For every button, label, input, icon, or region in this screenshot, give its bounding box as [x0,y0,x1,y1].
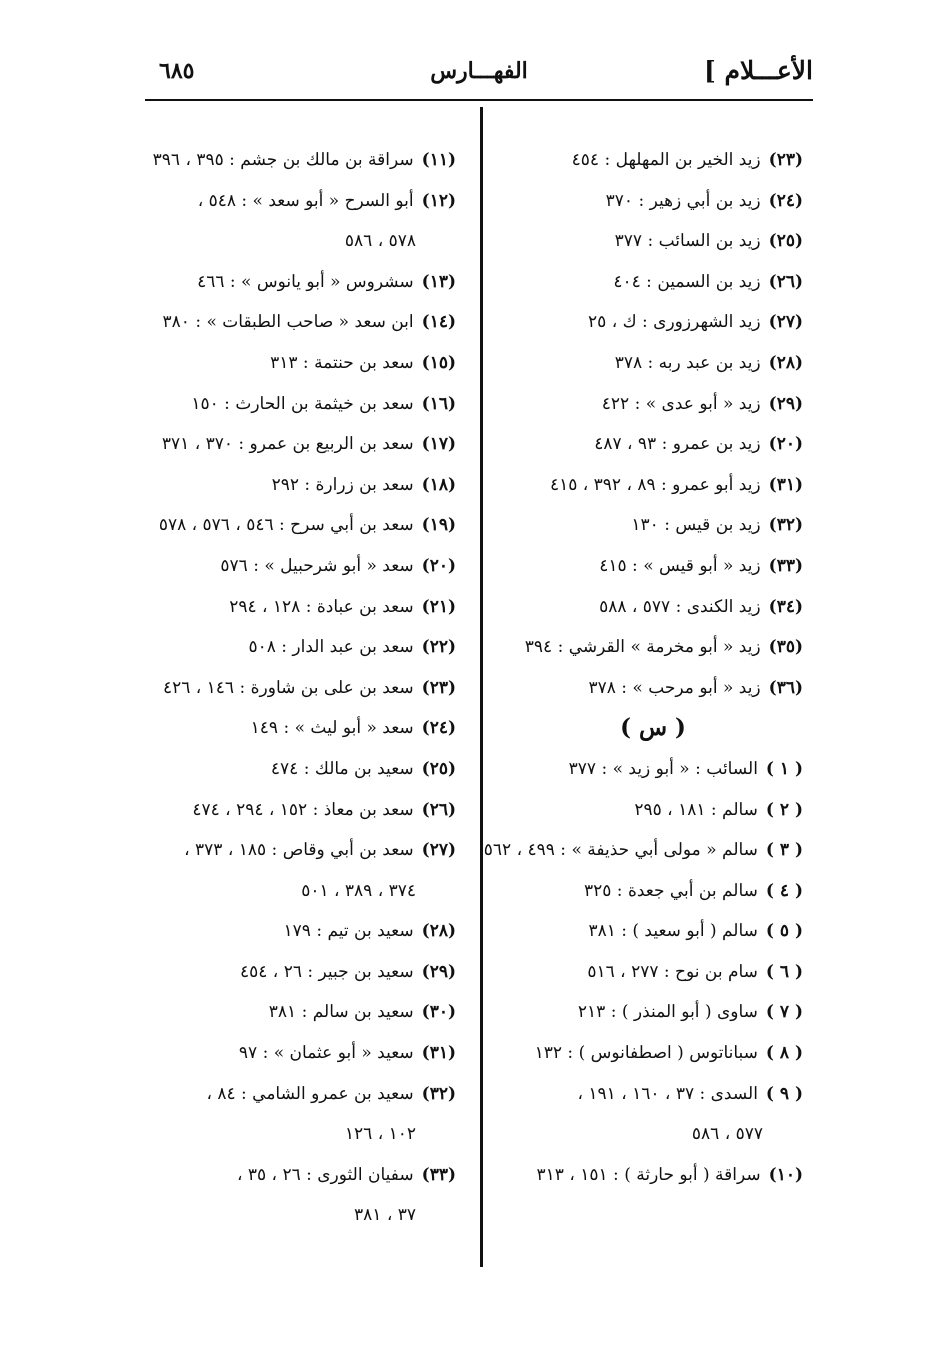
index-entry [126,1033,456,1074]
index-entry-continuation: ١٠٢ ، ١٢٦ [344,1124,416,1145]
index-entry-continuation: ٣٧٤ ، ٣٨٩ ، ٥٠١ [301,880,416,901]
index-entry [503,911,803,952]
entry-number: (٢٥) [421,758,456,779]
entry-text: سالم « مولى أبي حذيفة » : ٤٩٩ ، ٥٦٢ [483,840,758,861]
index-entry [126,140,456,181]
index-entry-continuation: ٣٧ ، ٣٨١ [354,1205,416,1226]
index-entry [503,627,803,668]
entry-number: (٢٧) [768,312,803,333]
index-entry [503,181,803,222]
index-entry [503,992,803,1033]
entry-number: (٢٥) [768,231,803,252]
entry-text: سراقة ( أبو حارثة ) : ١٥١ ، ٣١٣ [536,1164,761,1185]
index-entry [503,140,803,181]
index-entry [503,871,803,912]
left-column [126,140,456,1236]
entry-text: سعيد بن تيم : ١٧٩ [283,921,414,942]
entry-number: ( ٨ ) [765,1043,803,1064]
entry-text: زيد بن عبد ربه : ٣٧٨ [614,352,761,373]
entry-text: سفيان الثورى : ٢٦ ، ٣٥ ، [237,1164,414,1185]
entry-text: سالم ( أبو سعيد ) : ٣٨١ [588,921,758,942]
index-entry [483,830,803,871]
index-entry [126,587,456,628]
entry-text: سعد بن خيثمة بن الحارث : ١٥٠ [191,393,414,414]
index-entry [503,749,803,790]
index-entry [503,465,803,506]
running-title: الفهـــارس [430,58,528,84]
page-header [145,52,813,98]
entry-number: (١٨) [421,474,456,495]
entry-number: ( ٢ ) [765,799,803,820]
index-entry [126,384,456,425]
entry-text: زيد « أبو عدى » : ٤٢٢ [601,393,761,414]
entry-number: (٢٠) [768,434,803,455]
column-divider [480,107,483,1267]
index-entry [503,668,803,709]
index-entry [126,465,456,506]
entry-text: سعد بن أبي سرح : ٥٤٦ ، ٥٧٦ ، ٥٧٨ [158,515,414,536]
index-entry [503,302,803,343]
entry-text: زيد بن قيس : ١٣٠ [631,515,761,536]
index-entry [503,343,803,384]
index-entry-continuation: ٥٧٨ ، ٥٨٦ [344,231,416,252]
entry-number: (١٣) [421,271,456,292]
entry-text: سعيد بن عمرو الشامي : ٨٤ ، [206,1083,414,1104]
entry-text: سعيد بن سالم : ٣٨١ [268,1002,414,1023]
index-entry [126,668,456,709]
index-entry [503,587,803,628]
letter-subheading: ( س ) [620,714,686,742]
entry-number: (٢٨) [768,352,803,373]
entry-text: سعد بن أبي وقاص : ١٨٥ ، ٣٧٣ ، [184,840,414,861]
entry-number: (٢٤) [421,718,456,739]
entry-number: (١٩) [421,515,456,536]
entry-text: سعد « أبو شرحبيل » : ٥٧٦ [220,555,414,576]
index-entry [126,708,456,749]
index-entry [126,952,456,993]
index-entry [503,952,803,993]
entry-text: زيد أبو عمرو : ٨٩ ، ٣٩٢ ، ٤١٥ [549,474,761,495]
index-entry [126,1155,456,1196]
entry-number: (٣٠) [421,1002,456,1023]
entry-text: سعيد « أبو عثمان » : ٩٧ [238,1043,414,1064]
index-entry [126,627,456,668]
entry-text: سعد بن معاذ : ١٥٢ ، ٢٩٤ ، ٤٧٤ [192,799,414,820]
entry-number: (٣٢) [768,515,803,536]
entry-number: (١١) [421,150,456,170]
entry-number: (١٤) [421,312,456,333]
entry-number: (١٥) [421,352,456,373]
index-entry-continuation: ٥٧٧ ، ٥٨٦ [691,1124,763,1145]
entry-number: (٢٠) [421,555,456,576]
section-title: الأعـــلام ] [703,56,813,85]
index-entry [503,262,803,303]
entry-text: ابن سعد « صاحب الطبقات » : ٣٨٠ [162,312,414,333]
index-entry [126,749,456,790]
entry-number: (٣٥) [768,637,803,658]
entry-text: سباناتوس ( اصطفانوس ) : ١٣٢ [534,1043,758,1064]
index-entry [503,384,803,425]
entry-text: زيد بن السمين : ٤٠٤ [613,271,761,292]
entry-text: سالم بن أبي جعدة : ٣٢٥ [584,880,758,901]
entry-number: (٢٢) [421,637,456,658]
entry-number: ( ٥ ) [765,921,803,942]
entry-number: ( ٦ ) [765,961,803,982]
entry-text: سعد بن على بن شاورة : ١٤٦ ، ٤٢٦ [162,677,414,698]
entry-text: سعد بن عبادة : ١٢٨ ، ٢٩٤ [229,596,414,617]
entry-number: (٣١) [768,474,803,495]
index-entry [126,424,456,465]
entry-text: سام بن نوح : ٢٧٧ ، ٥١٦ [587,961,758,982]
entry-number: (٣٣) [768,555,803,576]
index-entry [126,790,456,831]
entry-text: سعيد بن جبير : ٢٦ ، ٤٥٤ [240,961,414,982]
index-entry [503,1074,803,1115]
index-entry [503,1033,803,1074]
entry-text: زيد « أبو قيس » : ٤١٥ [599,555,761,576]
entry-number: ( ٩ ) [765,1083,803,1104]
entry-text: زيد « أبو مخرمة » القرشي : ٣٩٤ [524,637,761,658]
entry-number: (١٦) [421,393,456,414]
entry-text: سشروس « أبو يانوس » : ٤٦٦ [197,271,414,292]
entry-number: (٢٦) [421,799,456,820]
entry-number: (٢٩) [768,393,803,414]
entry-number: ( ٤ ) [765,880,803,901]
index-entry [503,1155,803,1196]
page-number: ٦٨٥ [159,58,195,84]
entry-number: (٢٣) [421,677,456,698]
index-entry [503,424,803,465]
index-entry [126,830,456,871]
entry-number: ( ٣ ) [765,840,803,861]
entry-text: زيد بن السائب : ٣٧٧ [614,231,761,252]
entry-number: (٣٦) [768,677,803,698]
entry-text: سعيد بن مالك : ٤٧٤ [270,758,414,779]
index-entry [126,343,456,384]
entry-number: (٣٤) [768,596,803,617]
index-entry [126,992,456,1033]
entry-text: السائب : « أبو زيد » : ٣٧٧ [568,758,758,779]
entry-text: السدى : ٣٧ ، ١٦٠ ، ١٩١ ، [577,1083,758,1104]
index-entry [126,546,456,587]
index-entry [126,1074,456,1115]
entry-text: زيد الخير بن المهلهل : ٤٥٤ [571,150,761,170]
entry-text: سعد بن حنتمة : ٣١٣ [270,352,414,373]
entry-text: سعد بن عبد الدار : ٥٠٨ [248,637,414,658]
entry-number: (٢٦) [768,271,803,292]
index-entry [503,505,803,546]
entry-number: (٢١) [421,596,456,617]
index-entry [126,181,456,222]
index-entry [503,221,803,262]
entry-number: ( ١ ) [765,758,803,779]
entry-number: (٢٨) [421,921,456,942]
entry-text: زيد بن عمرو : ٩٣ ، ٤٨٧ [594,434,761,455]
index-entry [126,505,456,546]
entry-text: زيد الكندى : ٥٧٧ ، ٥٨٨ [599,596,761,617]
entry-text: سراقة بن مالك بن جشم : ٣٩٥ ، ٣٩٦ [152,150,414,170]
entry-number: (٣١) [421,1043,456,1064]
entry-number: (١٧) [421,434,456,455]
entry-number: (٣٢) [421,1083,456,1104]
entry-number: (٣٣) [421,1164,456,1185]
entry-text: زيد « أبو مرحب » : ٣٧٨ [588,677,761,698]
entry-number: ( ٧ ) [765,1002,803,1023]
entry-number: (٢٧) [421,840,456,861]
right-column [483,140,803,1195]
entry-number: (١٢) [421,190,456,211]
header-rule [145,99,813,101]
entry-number: (٢٤) [768,190,803,211]
entry-text: سعد « أبو ليث » : ١٤٩ [250,718,414,739]
index-entry [126,302,456,343]
entry-text: زيد بن أبي زهير : ٣٧٠ [605,190,761,211]
entry-text: سالم : ١٨١ ، ٢٩٥ [634,799,758,820]
entry-number: (١٠) [768,1164,803,1185]
entry-number: (٢٩) [421,961,456,982]
entry-text: زيد الشهرزورى : ك ، ٢٥ [588,312,761,333]
entry-text: ساوى ( أبو المنذر ) : ٢١٣ [577,1002,758,1023]
index-entry [503,790,803,831]
entry-text: سعد بن الربيع بن عمرو : ٣٧٠ ، ٣٧١ [161,434,414,455]
index-entry [503,546,803,587]
entry-text: سعد بن زرارة : ٢٩٢ [271,474,414,495]
entry-text: أبو السرح « أبو سعد » : ٥٤٨ ، [197,190,414,211]
entry-number: (٢٣) [768,150,803,170]
index-entry [126,262,456,303]
index-entry [126,911,456,952]
